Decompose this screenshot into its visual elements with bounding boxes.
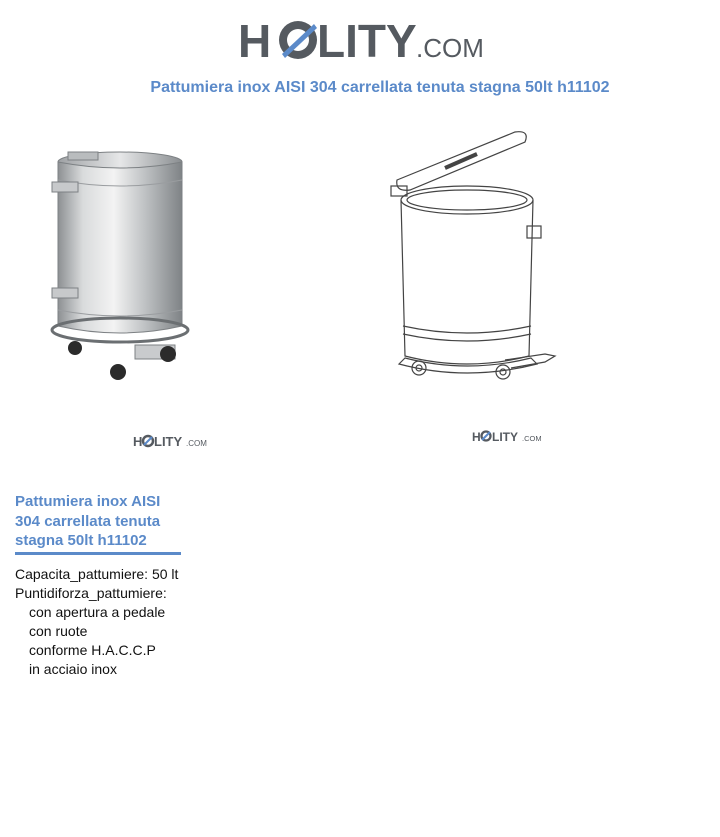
svg-text:LITY: LITY [492, 430, 518, 444]
product-drawing[interactable] [385, 128, 565, 388]
product-name: Pattumiera inox AISI 304 carrellata tenuta stagna 50lt h11102 [15, 493, 161, 549]
capacity-label: Capacita_pattumiere: [15, 566, 149, 582]
features-label: Puntidiforza_pattumiere: [15, 585, 167, 601]
svg-text:LITY: LITY [154, 434, 183, 449]
capacity-row [15, 565, 178, 584]
watermark-logo [133, 432, 211, 450]
svg-text:H: H [238, 15, 273, 66]
svg-text:.COM: .COM [186, 439, 207, 448]
svg-text:.COM: .COM [522, 434, 542, 443]
product-specs [15, 565, 178, 679]
section-divider [15, 552, 181, 555]
svg-text:LITY: LITY [317, 15, 417, 66]
site-logo[interactable] [238, 14, 488, 66]
capacity-value: 50 lt [151, 566, 179, 582]
svg-text:H: H [133, 434, 143, 449]
feature-item: con ruote [29, 623, 88, 639]
product-photo[interactable] [40, 140, 200, 390]
logo-o-icon [279, 21, 317, 59]
feature-item: conforme H.A.C.C.P [29, 642, 156, 658]
svg-text:H: H [472, 430, 481, 444]
feature-item: in acciaio inox [29, 661, 117, 677]
svg-text:.COM: .COM [416, 33, 484, 63]
page-title: Pattumiera inox AISI 304 carrellata tenuta stagna 50lt h11102 [150, 79, 610, 96]
feature-item: con apertura a pedale [29, 604, 166, 620]
watermark-logo [472, 428, 544, 446]
